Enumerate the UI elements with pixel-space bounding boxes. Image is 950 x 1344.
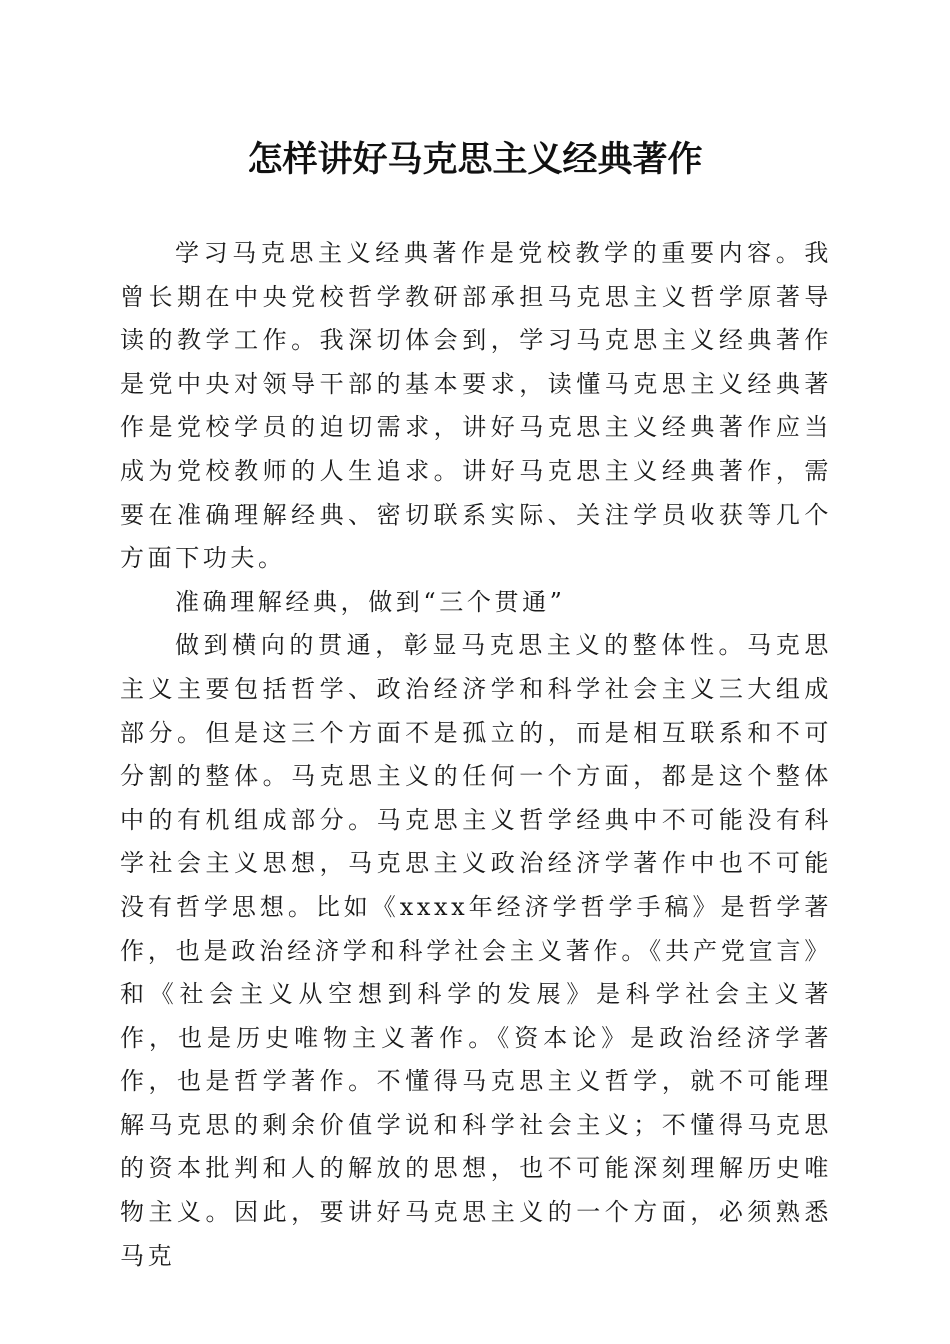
document-title: 怎样讲好马克思主义经典著作 bbox=[247, 139, 703, 180]
paragraph-intro: 学习马克思主义经典著作是党校教学的重要内容。我曾长期在中央党校哲学教研部承担马克思主义哲学原著导读的教学工作。我深切体会到，学习马克思主义经典著作是党中央对领导干部的基本要求，读懂马克思主义经典著作是党校学员的迫切需求，讲好马克思主义经典著作应当成为党校教师的人生追求。讲好马克思主义经典著作，需要在准确理解经典、密切联系实际、关注学员收获等几个方面下功夫。 bbox=[120, 239, 832, 573]
document-body bbox=[120, 232, 832, 1278]
paragraph-horizontal-integration: 做到横向的贯通，彰显马克思主义的整体性。马克思主义主要包括哲学、政治经济学和科学社会主义三大组成部分。但是这三个方面不是孤立的，而是相互联系和不可分割的整体。马克思主义的任何一个方面，都是这个整体中的有机组成部分。马克思主义哲学经典中不可能没有科学社会主义思想，马克思主义政治经济学著作中也不可能没有哲学思想。比如《xxxx年经济学哲学手稿》是哲学著作，也是政治经济学和科学社会主义著作。《共产党宣言》和《社会主义从空想到科学的发展》是科学社会主义著作，也是历史唯物主义著作。《资本论》是政治经济学著作，也是哲学著作。不懂得马克思主义哲学，就不可能理解马克思的剩余价值学说和科学社会主义；不懂得马克思的资本批判和人的解放的思想，也不可能深刻理解历史唯物主义。因此，要讲好马克思主义的一个方面，必须熟悉马克 bbox=[120, 631, 832, 1270]
section-heading: 准确理解经典，做到“三个贯通” bbox=[175, 587, 566, 616]
